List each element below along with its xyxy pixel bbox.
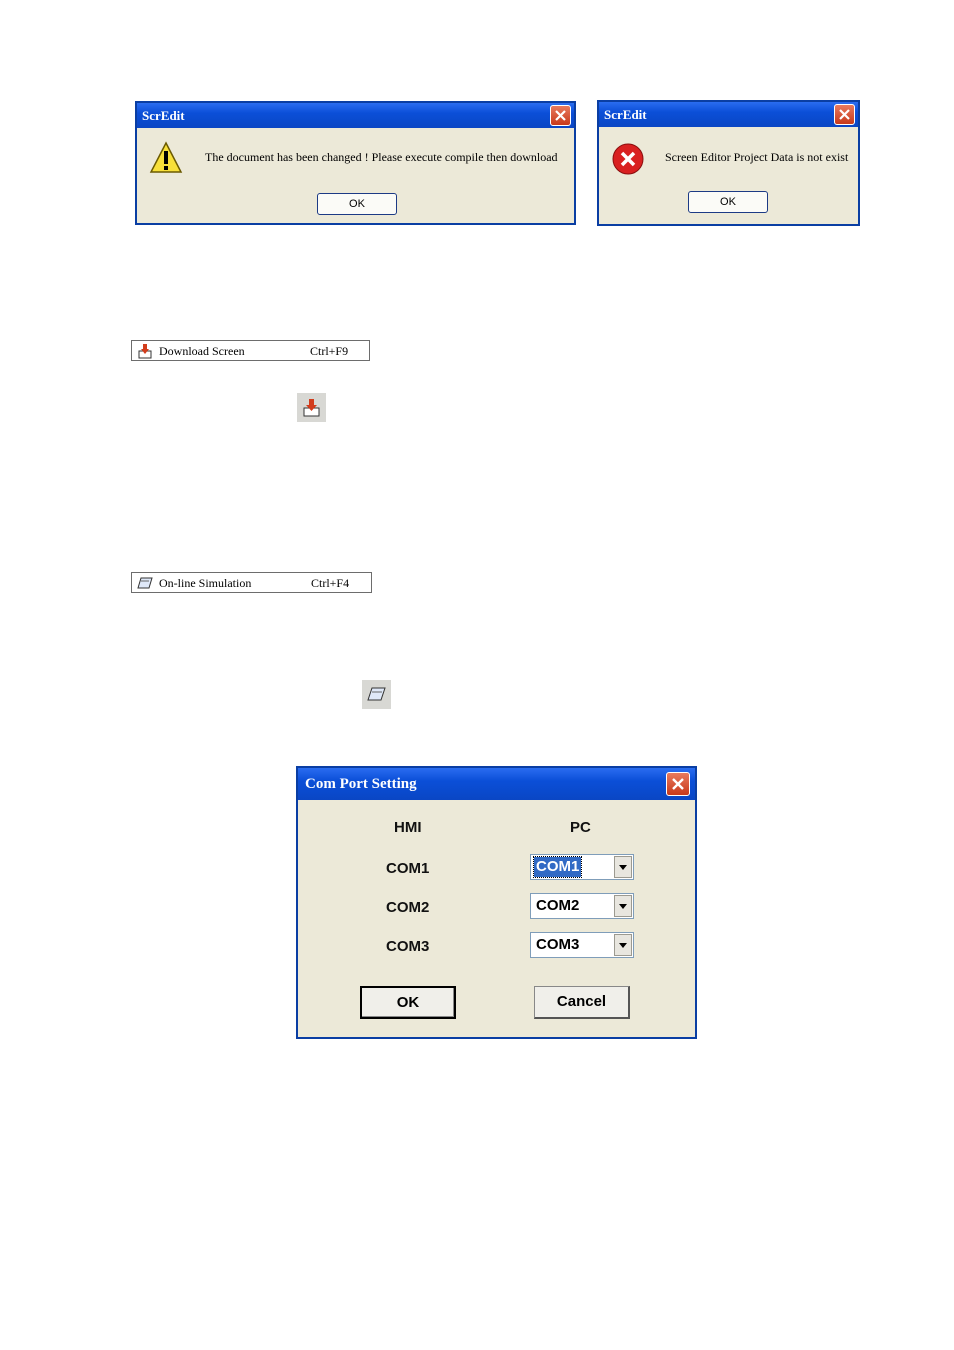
hmi-port-label: COM2 bbox=[386, 899, 430, 916]
simulation-toolbar-button[interactable] bbox=[362, 680, 391, 709]
ok-button[interactable]: OK bbox=[688, 191, 768, 213]
hmi-port-label: COM3 bbox=[386, 938, 430, 955]
error-dialog-title: ScrEdit bbox=[604, 107, 647, 122]
ok-button[interactable]: OK bbox=[360, 986, 456, 1019]
select-value: COM2 bbox=[536, 897, 580, 914]
warning-message: The document has been changed ! Please execute compile then download bbox=[205, 150, 558, 164]
menu-item-label: On-line Simulation bbox=[159, 576, 252, 590]
pc-header: PC bbox=[570, 819, 591, 836]
ok-button[interactable]: OK bbox=[317, 193, 397, 215]
pc-port-select-2[interactable] bbox=[530, 893, 634, 919]
close-button[interactable] bbox=[834, 104, 855, 125]
download-icon bbox=[302, 398, 321, 417]
close-button[interactable] bbox=[666, 772, 690, 796]
error-dialog bbox=[597, 100, 860, 226]
close-icon bbox=[554, 109, 567, 122]
close-icon bbox=[670, 776, 686, 792]
error-icon bbox=[611, 142, 645, 176]
com-port-title: Com Port Setting bbox=[305, 776, 417, 792]
error-message: Screen Editor Project Data is not exist bbox=[665, 150, 849, 164]
menu-item-shortcut: Ctrl+F9 bbox=[310, 344, 349, 358]
error-dialog-titlebar[interactable] bbox=[599, 102, 858, 127]
menu-item-label: Download Screen bbox=[159, 344, 245, 358]
select-value: COM1 bbox=[536, 858, 580, 875]
close-button[interactable] bbox=[550, 105, 571, 126]
pc-port-select-1[interactable] bbox=[530, 854, 634, 880]
chevron-down-icon[interactable] bbox=[614, 934, 632, 956]
select-value: COM3 bbox=[536, 936, 580, 953]
chevron-down-icon[interactable] bbox=[614, 856, 632, 878]
menu-item-download-screen[interactable] bbox=[131, 340, 370, 361]
chevron-down-icon[interactable] bbox=[614, 895, 632, 917]
download-toolbar-button[interactable] bbox=[297, 393, 326, 422]
close-icon bbox=[838, 108, 851, 121]
hmi-port-label: COM1 bbox=[386, 860, 430, 877]
warning-dialog-title: ScrEdit bbox=[142, 108, 185, 123]
download-icon bbox=[137, 343, 153, 359]
menu-item-shortcut: Ctrl+F4 bbox=[311, 576, 350, 590]
com-port-titlebar[interactable] bbox=[298, 768, 695, 800]
menu-item-online-simulation[interactable] bbox=[131, 572, 372, 593]
com-port-dialog bbox=[296, 766, 697, 1039]
hmi-header: HMI bbox=[394, 819, 422, 836]
pc-port-select-3[interactable] bbox=[530, 932, 634, 958]
warning-dialog bbox=[135, 101, 576, 225]
simulation-icon bbox=[137, 575, 153, 591]
warning-icon bbox=[149, 141, 183, 175]
warning-dialog-titlebar[interactable] bbox=[137, 103, 574, 128]
cancel-button[interactable]: Cancel bbox=[534, 986, 630, 1019]
simulation-icon bbox=[367, 685, 386, 704]
